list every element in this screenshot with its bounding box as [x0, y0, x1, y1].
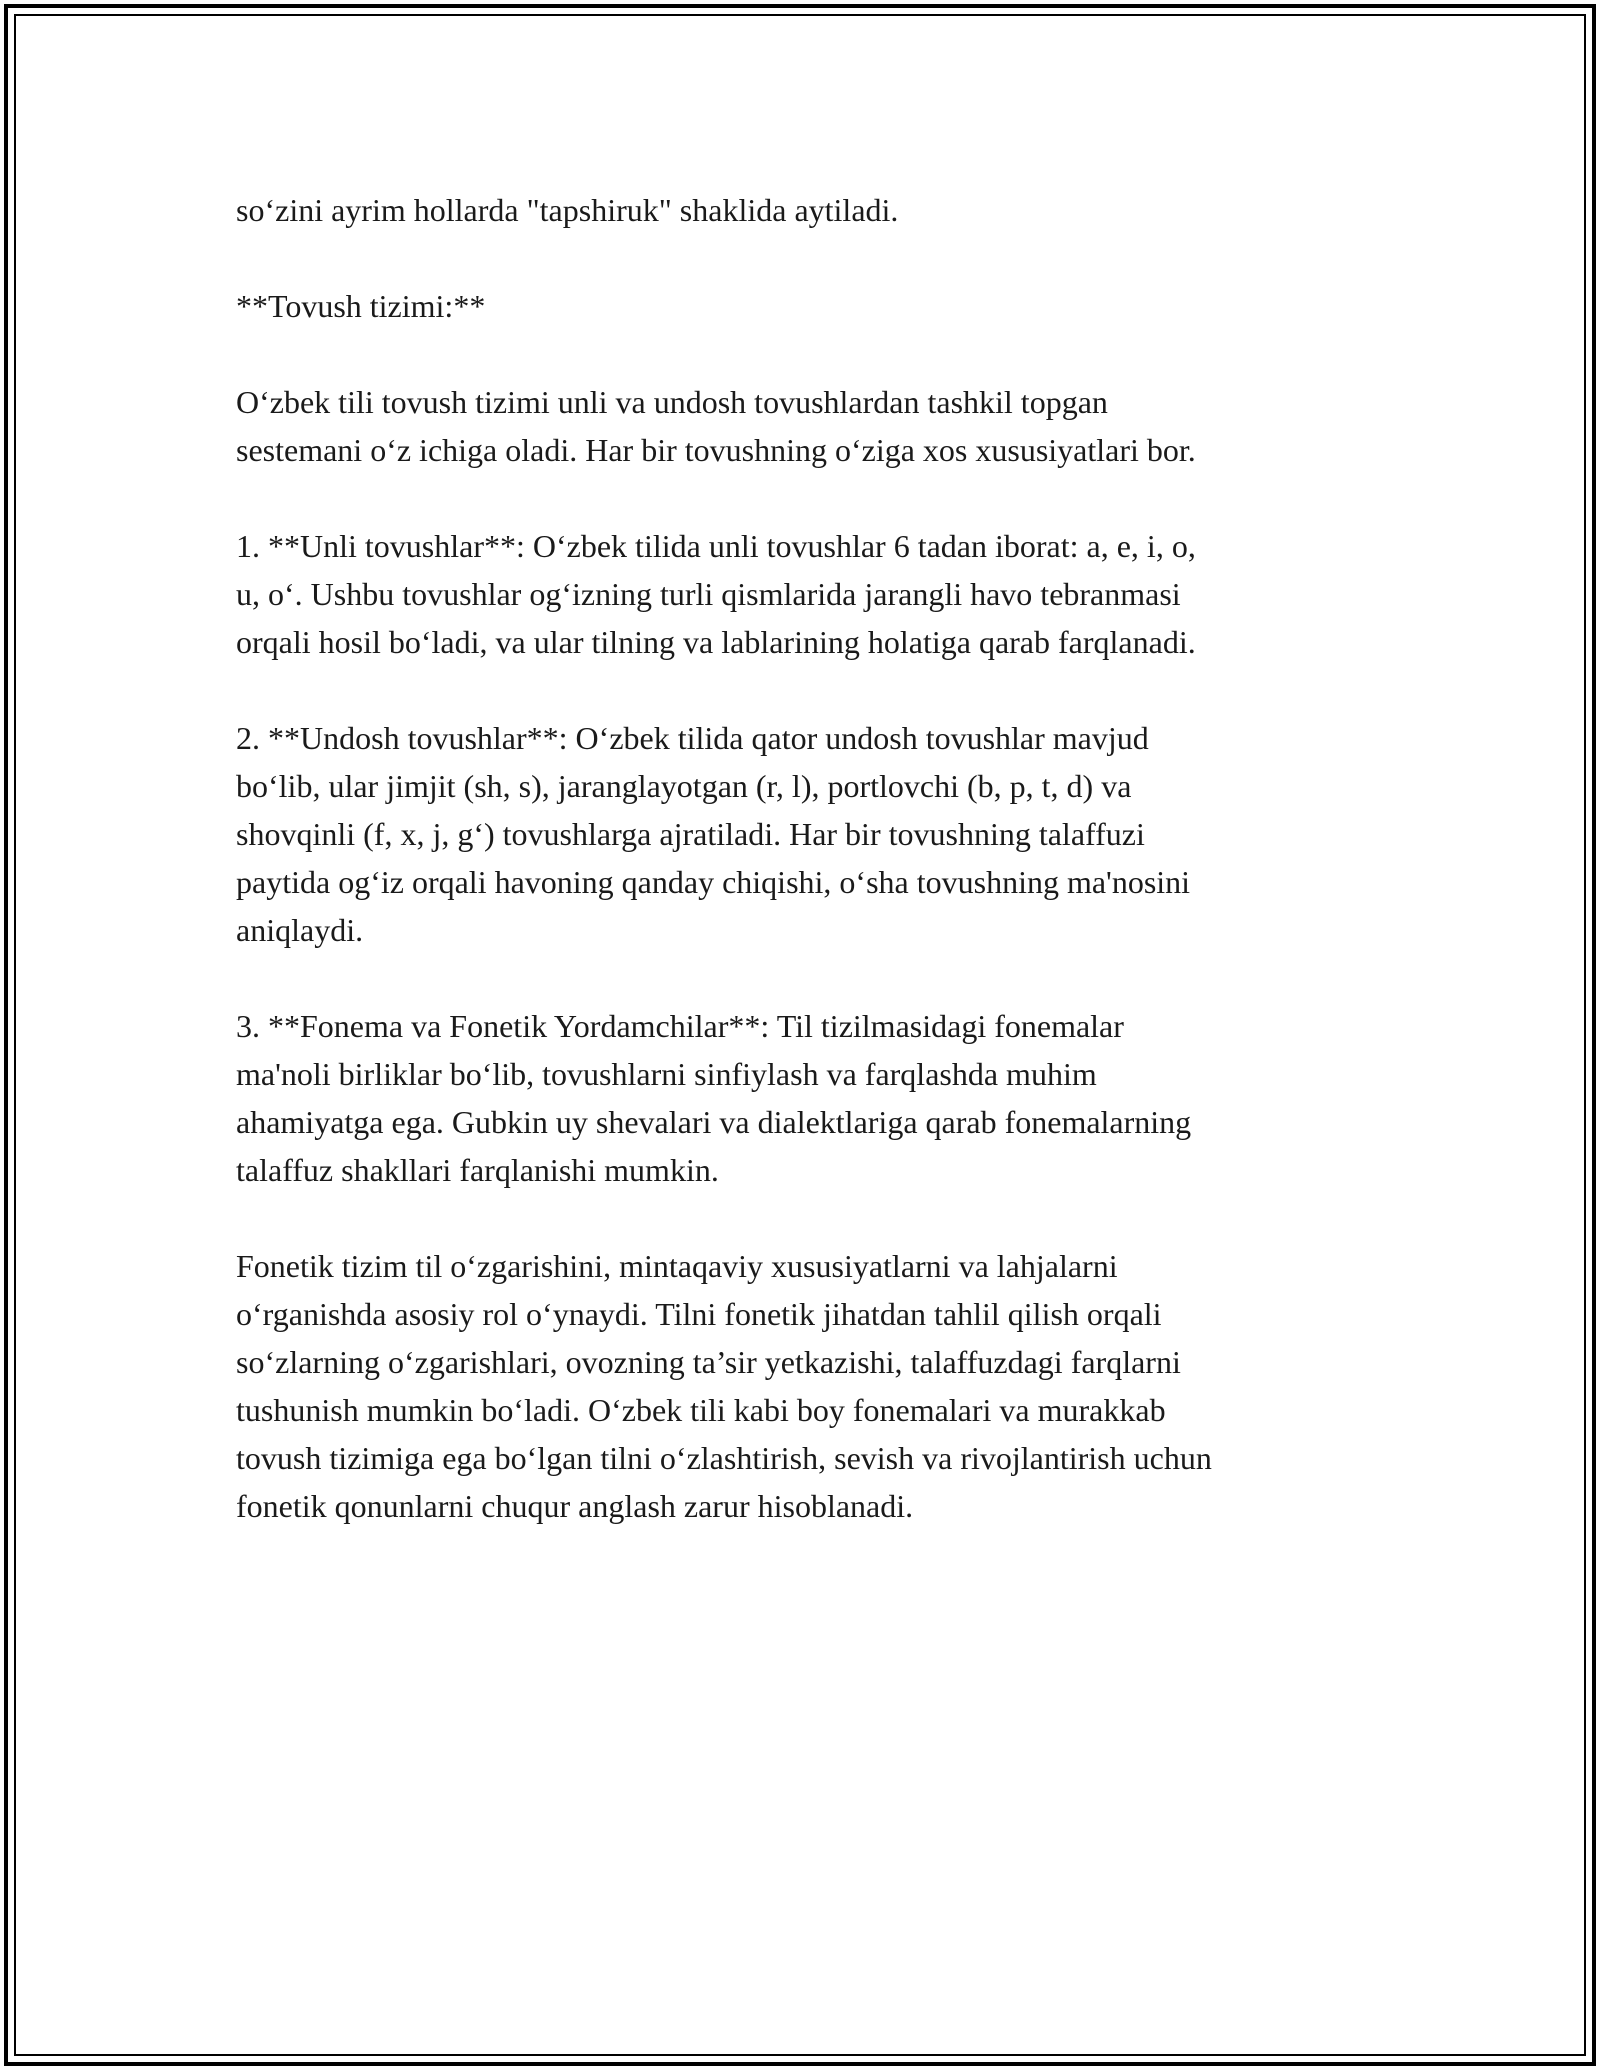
document-body	[236, 186, 1366, 1578]
paragraph-intro-continuation: so‘zini ayrim hollarda "tapshiruk" shaklida aytiladi.	[236, 192, 899, 228]
list-item-phonemes: 3. **Fonema va Fonetik Yordamchilar**: Til tizilmasidagi fonemalar ma'noli birliklar bo‘lib, tovushlarni sinfiylash va farqlashda muhim ahamiyatga ega. Gubkin uy shevalari va dialektlariga qarab fonemalarning talaffuz shakllari farqlanishi mumkin.	[236, 1008, 1192, 1188]
list-item-vowels: 1. **Unli tovushlar**: O‘zbek tilida unli tovushlar 6 tadan iborat: a, e, i, o, u, o‘. Ushbu tovushlar og‘izning turli qismlarida jarangli havo tebranmasi orqali hosil bo‘ladi, va ular tilning va lablarining holatiga qarab farqlanadi.	[236, 528, 1196, 660]
paragraph-conclusion: Fonetik tizim til o‘zgarishini, mintaqaviy xususiyatlarni va lahjalarni o‘rganishda asosiy rol o‘ynaydi. Tilni fonetik jihatdan tahlil qilish orqali so‘zlarning o‘zgarishlari, ovozning ta’sir yetkazishi, talaffuzdagi farqlarni tushunish mumkin bo‘ladi. O‘zbek tili kabi boy fonemalari va murakkab tovush tizimiga ega bo‘lgan tilni o‘zlashtirish, sevish va rivojlantirish uchun fonetik qonunlarni chuqur anglash zarur hisoblanadi.	[236, 1248, 1212, 1524]
list-item-consonants: 2. **Undosh tovushlar**: O‘zbek tilida qator undosh tovushlar mavjud bo‘lib, ular jimjit (sh, s), jaranglayotgan (r, l), portlovchi (b, p, t, d) va shovqinli (f, x, j, g‘) tovushlarga ajratiladi. Har bir tovushning talaffuzi paytida og‘iz orqali havoning qanday chiqishi, o‘sha tovushning ma'nosini aniqlaydi.	[236, 720, 1191, 948]
paragraph-sound-system-overview: O‘zbek tili tovush tizimi unli va undosh tovushlardan tashkil topgan sestemani o‘z ichiga oladi. Har bir tovushning o‘ziga xos xususiyatlari bor.	[236, 384, 1196, 468]
section-heading-sound-system: **Tovush tizimi:**	[236, 288, 486, 324]
